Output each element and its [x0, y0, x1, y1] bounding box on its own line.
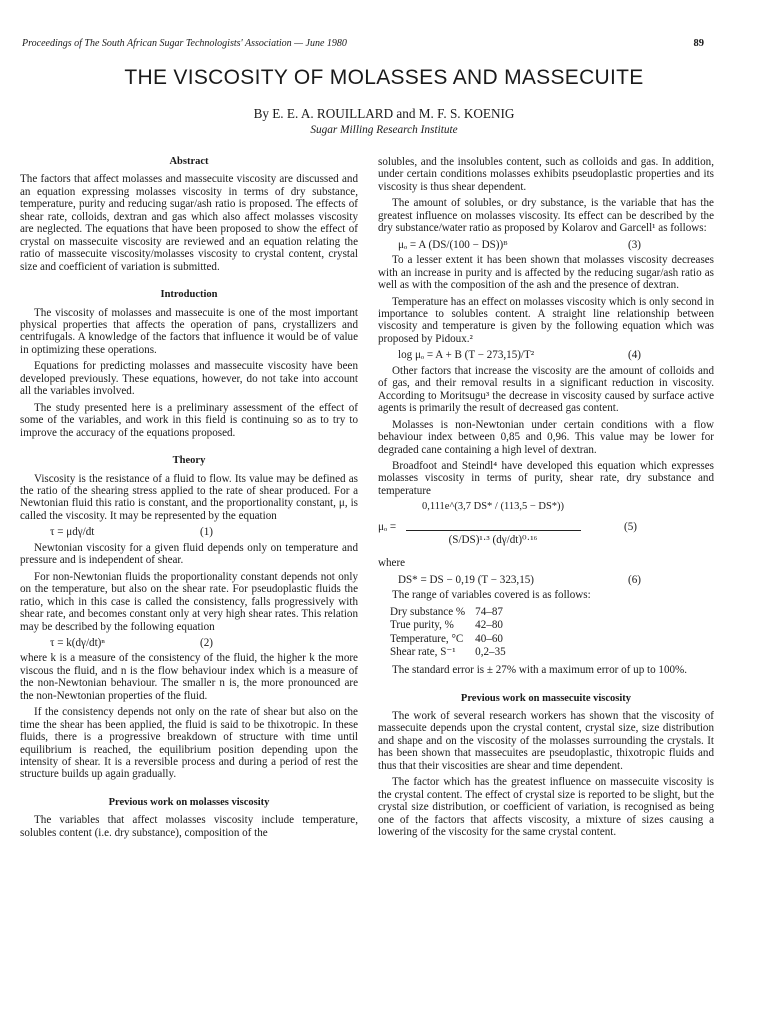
abstract-heading: Abstract: [169, 156, 209, 167]
equation-number: (4): [628, 349, 641, 362]
page-number: 89: [693, 38, 704, 49]
paragraph: The viscosity of molasses and massecuite is one of the most important physical properties that affects the operation of pans, crystallizers and centrifugals. A knowledge of the factors that influence it would be of value in optimizing these operations.: [20, 306, 358, 356]
paragraph: To a lesser extent it has been shown that molasses viscosity decreases with an increase in purity and is affected by the reducing sugar/ash ratio as well as with the composition of the ash and the presence of dextran.: [378, 254, 714, 292]
paragraph: Molasses is non-Newtonian under certain conditions with a flow behaviour index between 0,85 and 0,96. This value may be lower for degraded cane containing a high level of dextran.: [378, 418, 714, 456]
equation-6: [378, 574, 714, 586]
range-label: True purity, %: [390, 619, 454, 632]
variable-ranges-table: [390, 606, 506, 660]
paragraph: where k is a measure of the consistency of the fluid, the higher k the more viscous the fluid, and n is the flow behaviour index which is a measure of the non-Newtonian behaviour. The smaller n is, the more pronounced are the non-Newtonian properties of the fluid.: [20, 652, 358, 702]
paragraph: Viscosity is the resistance of a fluid to flow. Its value may be defined as the ratio of the shearing stress applied to the rate of shear produced. For a Newtonian fluid this ratio is constant, and the proportionality constant, μ, is called the viscosity. It may be represented by the equation: [20, 472, 358, 522]
paper-title: THE VISCOSITY OF MOLASSES AND MASSECUITE: [124, 66, 644, 89]
table-row: [390, 633, 506, 647]
paragraph: If the consistency depends not only on the rate of shear but also on the time the shear has been applied, the fluid is said to be thixotropic. In these fluids, there is a progressive breakdown of structure with time until equilibrium is reached, the equilibrium position depending upon the intensity of shear. It is a reversible process and during a period of rest the structure builds up again gradually.: [20, 706, 358, 781]
equation-denominator: (S/DS)¹·³ (dγ/dt)⁰·¹⁶: [448, 534, 538, 547]
where-label: where: [378, 557, 406, 570]
journal-name: Proceedings of The South African Sugar Technologists' Association — June 1980: [22, 38, 347, 49]
table-row: [390, 619, 506, 633]
equation-number: (1): [200, 526, 213, 539]
range-value: 42–80: [475, 619, 503, 632]
paragraph: Equations for predicting molasses and massecuite viscosity have been developed previously. These equations, however, do not take into account all the variables involved.: [20, 360, 358, 398]
right-column: [378, 156, 714, 843]
left-column: [20, 156, 358, 843]
running-header: [22, 38, 704, 54]
paragraph: The variables that affect molasses viscosity include temperature, solubles content (i.e. dry substance), composition of the: [20, 814, 358, 839]
previous-work-massecuite-heading: Previous work on massecuite viscosity: [460, 692, 632, 704]
theory-heading: Theory: [172, 455, 206, 467]
equation-3: [378, 239, 714, 251]
equation-lhs: μₒ =: [378, 521, 397, 534]
range-label: Shear rate, S⁻¹: [390, 646, 456, 659]
range-value: 40–60: [475, 632, 503, 645]
equation-number: (3): [628, 238, 641, 251]
paragraph: The standard error is ± 27% with a maximum error of up to 100%.: [392, 664, 688, 677]
equation-4: [378, 349, 714, 361]
equation-number: (5): [624, 521, 637, 534]
paragraph: Broadfoot and Steindl⁴ have developed this equation which expresses molasses viscosity in terms of purity, shear rate, dry substance and temperature: [378, 459, 714, 497]
equation-number: (2): [200, 636, 213, 649]
fraction-bar: [406, 530, 581, 531]
introduction-heading: Introduction: [160, 289, 218, 301]
table-row: [390, 646, 506, 660]
equation-numerator: 0,111e^(3,7 DS* / (113,5 − DS*)): [421, 501, 565, 513]
equation-expression: μₒ = A (DS/(100 − DS))ᴮ: [398, 238, 508, 251]
paragraph: Temperature has an effect on molasses viscosity which is only second in importance to solubles content. A straight line relationship between viscosity and temperature is given by the following equation which was proposed by Pidoux.²: [378, 295, 714, 345]
previous-work-molasses-heading: Previous work on molasses viscosity: [108, 796, 270, 808]
equation-expression: τ = k(dγ/dt)ⁿ: [50, 636, 105, 649]
equation-expression: τ = μdγ/dt: [50, 526, 95, 539]
paragraph: solubles, and the insolubles content, such as colloids and gas. In addition, under certain conditions molasses exhibits pseudoplastic properties and its viscosity is thus shear dependent.: [378, 156, 714, 193]
paragraph: The range of variables covered is as follows:: [392, 589, 591, 602]
range-label: Dry substance %: [390, 605, 466, 618]
equation-1: [20, 526, 358, 538]
table-row: [390, 606, 506, 620]
equation-5: [378, 501, 714, 555]
authors: By E. E. A. ROUILLARD and M. F. S. KOENIG: [253, 106, 515, 121]
equation-number: (6): [628, 573, 641, 586]
paragraph: Newtonian viscosity for a given fluid depends only on temperature and pressure and is independent of shear.: [20, 541, 358, 567]
range-value: 0,2–35: [475, 646, 506, 659]
institution: Sugar Milling Research Institute: [310, 124, 458, 136]
paragraph: The factor which has the greatest influence on massecuite viscosity is the crystal content. The effect of crystal size is reported to be slight, but the crystal size distribution, or coefficient of variation, is recognised as being one of the factors that affects viscosity, a mixture of sizes causing a lowering of the viscosity for the same crystal content.: [378, 776, 714, 839]
abstract-text: The factors that affect molasses and massecuite viscosity are discussed and an equation expressing molasses viscosity in terms of dry substance, temperature, purity and reducing sugar/ash ratio is proposed. The effects of shear rate, colloids, dextran and gas which also affect molasses viscosity are neglected. The equations that have been proposed to show the effect of crystal on massecuite viscosity are reviewed and an equation relating the ratio of massecuite viscosity/molasses viscosity to crystal content, crystal size and coefficient of variation is submitted.: [20, 173, 358, 273]
paragraph: Other factors that increase the viscosity are the amount of colloids and of gas, and their removal results in a significant reduction in viscosity. According to Moritsugu³ the decrease in viscosity caused by surface active agents is primarily the result of decreased gas content.: [378, 364, 714, 415]
range-label: Temperature, °C: [390, 632, 464, 645]
range-value: 74–87: [475, 605, 503, 618]
equation-2: [20, 637, 358, 649]
paragraph: The work of several research workers has shown that the viscosity of massecuite depends upon the crystal content, crystal size, size distribution and shape and on the viscosity of the molasses surrounding the crystals. It has been shown that massecuites are pseudoplastic, thixotropic fluids and thus that their viscosities are shear and time dependent.: [378, 709, 714, 772]
paragraph: The amount of solubles, or dry substance, is the variable that has the greatest influence on molasses viscosity. Its effect can be described by the dry substance/water ratio as proposed by Kolarov and Garcell¹ as follows:: [378, 197, 714, 235]
equation-expression: log μₒ = A + B (T − 273,15)/T²: [398, 349, 535, 362]
equation-expression: DS* = DS − 0,19 (T − 323,15): [398, 573, 534, 586]
paragraph: The study presented here is a preliminary assessment of the effect of some of the variables, and work in this field is continuing so as to try to improve the accuracy of the equations proposed.: [20, 401, 358, 439]
paragraph: For non-Newtonian fluids the proportionality constant depends not only on the temperature, but also on the shear rate. For pseudoplastic fluids the ratio, which in this case is called the consistency, falls progressively with shear rate, and becomes constant only at very high shear rates. This relation may be described by the following equation: [20, 570, 358, 633]
